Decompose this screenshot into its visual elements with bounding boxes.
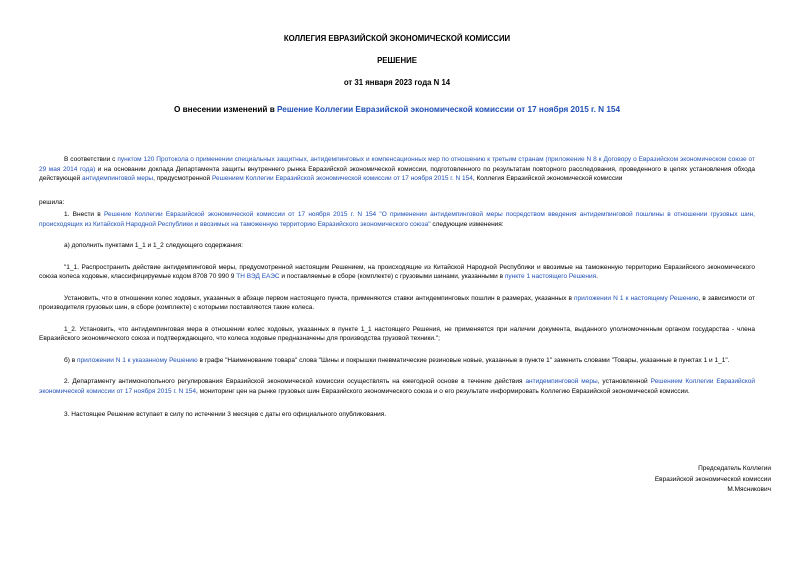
antidumping-measure-link[interactable]: антидемпинговой меры xyxy=(82,175,154,182)
item-2-measure-link[interactable]: антидемпинговой меры xyxy=(525,378,598,385)
org-name: КОЛЛЕГИЯ ЕВРАЗИЙСКОЙ ЭКОНОМИЧЕСКОЙ КОМИССИИ xyxy=(283,34,511,43)
protocol-link[interactable]: пунктом 120 Протокола о применении специальных защитных, антидемпинговых и компенсационных мер по отношению к третьим странам (приложение N 8 к Договору о Евразийском экономическом союзе от 29 мая 2014 года) xyxy=(39,156,755,173)
tnved-link[interactable]: ТН ВЭД ЕАЭС xyxy=(236,273,280,280)
establish-text-1: Установить, что в отношении колес ходовых, указанных в абзаце первом настоящего пункта, применяются ставки антидемпинговых пошлин в размерах, указанных в xyxy=(64,294,575,302)
decided-label: решила: xyxy=(39,198,65,206)
item-b xyxy=(39,356,755,366)
item-a: а) дополнить пунктами 1_1 и 1_2 следующего содержания: xyxy=(64,242,243,249)
item-1-decision-link[interactable]: Решение Коллегии Евразийской экономической комиссии от 17 ноября 2015 г. N 154 xyxy=(104,211,377,218)
document-type: РЕШЕНИЕ xyxy=(377,56,417,65)
appendix-1-link[interactable]: приложении N 1 к настоящему Решению xyxy=(574,294,699,302)
item-3: 3. Настоящее Решение вступает в силу по истечении 3 месяцев с даты его официального опубликования. xyxy=(64,411,387,418)
item-2-text-1: 2. Департаменту антимонопольного регулирования Евразийской экономической комиссии осуществлять на ежегодной основе в течение действия xyxy=(64,378,526,385)
preamble-text-4: , Коллегия Евразийской экономической комиссии xyxy=(472,175,623,182)
preamble-text-3: , предусмотренной xyxy=(153,175,212,182)
establish-text-2: , в зависимости от производителя грузовых шин, в сборе (комплекте) с которыми поставляются такие колеса. xyxy=(39,294,755,311)
title-prefix: О внесении изменений в xyxy=(173,105,278,114)
item-1-text-2: следующие изменения: xyxy=(430,220,504,228)
preamble-paragraph xyxy=(39,155,755,184)
title-link[interactable]: Решение Коллегии Евразийской экономической комиссии от 17 ноября 2015 г. N 154 xyxy=(277,105,621,114)
preamble-text-1: В соответствии с xyxy=(64,156,118,163)
document-title xyxy=(39,105,755,115)
paragraph-1-1 xyxy=(39,263,755,282)
p11-text-1: "1_1. Распространить действие антидемпинговой меры, предусмотренной настоящим Решением, на происходящие из Китайской Народной Республики и ввозимые на таможенную территорию Евразийского экономического союза колеса ходовые, классифицируемые кодом 8708 70 990 9 xyxy=(39,263,755,280)
item-b-text-2: в графе "Наименование товара" слова "Шины и покрышки пневматические резиновые новые, указанные в пункте 1" заменить словами "Товары, указанные в пунктах 1 и 1_1". xyxy=(197,356,730,364)
item-2-decision-link[interactable]: Решением Коллегии Евразийской экономической комиссии от 17 ноября 2015 г. N 154 xyxy=(39,378,756,395)
p11-text-3: . xyxy=(596,273,598,280)
paragraph-1-2: 1_2. Установить, что антидемпинговая мера в отношении колес ходовых, указанных в пункте 1_1 настоящего Решения, не применяется при наличии документа, выданного уполномоченным органом государства - члена Евразийского экономического союза и подтверждающего, что колеса ходовые предназначены для производства грузовой техники."; xyxy=(39,325,755,342)
p11-text-2: и поставляемые в сборе (комплекте) с грузовыми шинами, указанными в xyxy=(279,273,505,280)
preamble-text-2: и на основании доклада Департамента защиты внутреннего рынка Евразийской экономической комиссии, подготовленного по результатам повторного расследования, проведенного в целях установления обхода действующей xyxy=(39,165,755,182)
document-body xyxy=(39,155,755,420)
item-1-text-1: 1. Внести в xyxy=(64,211,104,218)
signature-organization: Евразийской экономической комиссии xyxy=(654,475,771,483)
point-1-link[interactable]: пункте 1 настоящего Решения xyxy=(504,273,597,280)
item-b-text-1: б) в xyxy=(64,356,77,364)
item-2 xyxy=(39,377,755,396)
signature-block xyxy=(655,464,771,496)
item-2-text-3: , мониторинг цен на рынке грузовых шин Евразийского экономического союза и о его результате информировать Коллегию Евразийской экономической комиссии. xyxy=(195,387,690,395)
item-1 xyxy=(39,210,755,229)
signature-position: Председатель Коллегии xyxy=(698,465,771,472)
item-1-title-link[interactable]: "О применении антидемпинговой меры посредством введения антидемпинговой пошлины в отношении грузовых шин, происходящих из Китайской Народной Республики и ввозимых на таможенную территорию Евразийского экономического союза" xyxy=(39,211,755,228)
establish-paragraph xyxy=(39,294,755,313)
signature-name: М.Мясникович xyxy=(727,486,771,493)
document-date: от 31 января 2023 года N 14 xyxy=(343,78,451,87)
decision-154-link[interactable]: Решением Коллегии Евразийской экономической комиссии от 17 ноября 2015 г. N 154 xyxy=(211,175,473,182)
item-2-text-2: , установленной xyxy=(597,378,651,385)
appendix-link[interactable]: приложении N 1 к указанному Решению xyxy=(76,356,198,364)
